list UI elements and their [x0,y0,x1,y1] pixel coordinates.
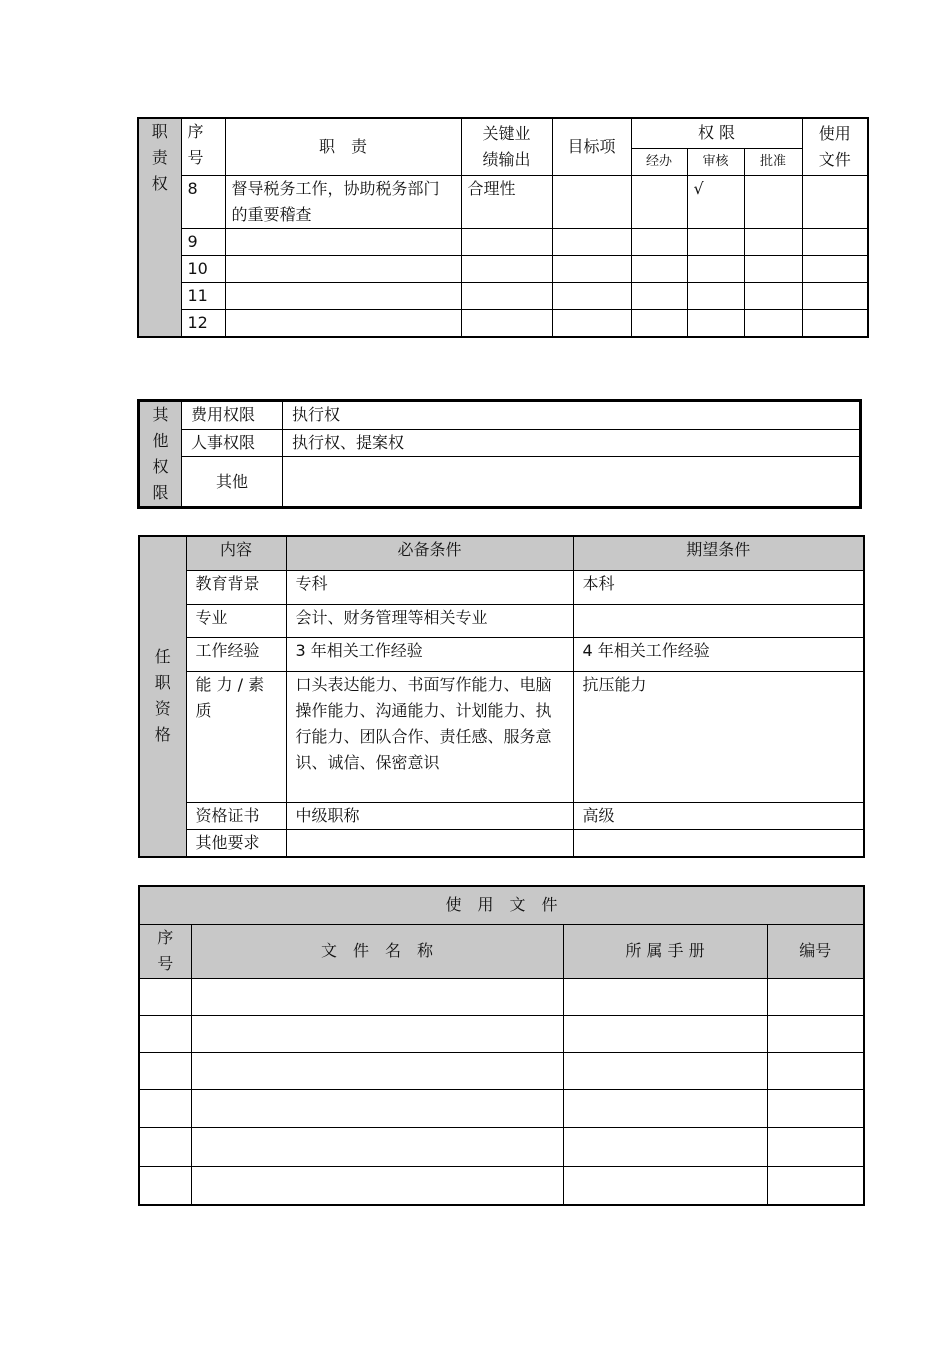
table-row [139,570,864,604]
kpi-header: 关键业绩输出 [461,118,552,175]
row-review [687,282,744,309]
documents-title: 使 用 文 件 [139,886,864,924]
row-target [552,175,631,228]
qualification-item: 工作经验 [186,637,286,671]
row-handle [631,175,687,228]
table-row [138,175,868,228]
qualification-expected [573,604,864,637]
row-handle [631,255,687,282]
doc-code [767,1015,864,1052]
row-target [552,309,631,337]
expected-header: 期望条件 [573,536,864,570]
qualification-expected: 本科 [573,570,864,604]
seq-header: 序号 [181,118,225,175]
other-authority-side-label: 其他权限 [139,401,182,508]
target-header: 目标项 [552,118,631,175]
doc-manual-header: 所 属 手 册 [563,924,767,978]
qualification-item: 其他要求 [186,829,286,857]
doc-seq [139,1015,191,1052]
row-duty: 督导税务工作，协助税务部门的重要稽查 [225,175,461,228]
qualification-item: 资格证书 [186,802,286,829]
content-header: 内容 [186,536,286,570]
doc-code [767,978,864,1015]
table-row [139,978,864,1015]
qualification-side-label: 任职资格 [139,536,186,857]
row-duty [225,282,461,309]
doc-name [191,1166,563,1205]
doc-name-header: 文 件 名 称 [191,924,563,978]
row-docs [802,309,868,337]
qualification-required: 专科 [286,570,573,604]
table-row [139,1089,864,1127]
doc-code-header: 编号 [767,924,864,978]
table-row [139,671,864,802]
row-review: √ [687,175,744,228]
row-handle [631,228,687,255]
row-seq: 10 [181,255,225,282]
qualification-required [286,829,573,857]
row-review [687,255,744,282]
qualification-expected [573,829,864,857]
table-row [139,604,864,637]
row-kpi [461,282,552,309]
doc-name [191,1127,563,1166]
doc-name [191,1052,563,1089]
qualification-item: 专业 [186,604,286,637]
authority-value [283,457,861,508]
docs-header: 使用文件 [802,118,868,175]
table-row [138,282,868,309]
doc-seq [139,1127,191,1166]
table-row [139,1052,864,1089]
row-kpi [461,309,552,337]
doc-seq [139,1052,191,1089]
duty-side-label: 职责权 [138,118,181,337]
qualification-required: 3 年相关工作经验 [286,637,573,671]
documents-table [138,885,865,1206]
table-row [139,1166,864,1205]
row-handle [631,309,687,337]
row-duty [225,228,461,255]
qualification-table [138,535,865,858]
doc-manual [563,1052,767,1089]
row-approve [744,309,802,337]
row-handle [631,282,687,309]
doc-name [191,1015,563,1052]
row-target [552,228,631,255]
authority-value: 执行权 [283,401,861,430]
doc-manual [563,1166,767,1205]
row-approve [744,255,802,282]
duty-authority-table [137,117,869,338]
duty-header: 职 责 [225,118,461,175]
authority-label: 费用权限 [182,401,283,430]
qualification-expected: 抗压能力 [573,671,864,802]
qualification-expected: 高级 [573,802,864,829]
qualification-expected: 4 年相关工作经验 [573,637,864,671]
doc-name [191,978,563,1015]
authority-label: 其他 [182,457,283,508]
row-seq: 9 [181,228,225,255]
authority-label: 人事权限 [182,429,283,457]
review-header: 审核 [687,148,744,175]
doc-manual [563,1089,767,1127]
row-review [687,309,744,337]
row-seq: 11 [181,282,225,309]
row-approve [744,228,802,255]
authority-header: 权 限 [631,118,802,148]
doc-code [767,1052,864,1089]
row-kpi: 合理性 [461,175,552,228]
qualification-item: 教育背景 [186,570,286,604]
row-seq: 12 [181,309,225,337]
qualification-required: 会计、财务管理等相关专业 [286,604,573,637]
other-authority-table [137,399,862,509]
doc-manual [563,1015,767,1052]
table-row [138,255,868,282]
row-duty [225,255,461,282]
row-target [552,282,631,309]
row-kpi [461,228,552,255]
row-target [552,255,631,282]
table-row [139,1127,864,1166]
required-header: 必备条件 [286,536,573,570]
row-docs [802,255,868,282]
row-docs [802,228,868,255]
row-docs [802,282,868,309]
table-row [139,829,864,857]
doc-code [767,1127,864,1166]
doc-seq [139,1089,191,1127]
doc-name [191,1089,563,1127]
doc-seq-header: 序号 [139,924,191,978]
row-duty [225,309,461,337]
doc-manual [563,1127,767,1166]
doc-seq [139,978,191,1015]
table-row [138,228,868,255]
table-row [139,637,864,671]
doc-code [767,1089,864,1127]
table-row [139,802,864,829]
table-row [139,1015,864,1052]
qualification-required: 口头表达能力、书面写作能力、电脑操作能力、沟通能力、计划能力、执行能力、团队合作、责任感、服务意识、诚信、保密意识 [286,671,573,802]
doc-code [767,1166,864,1205]
row-approve [744,282,802,309]
doc-manual [563,978,767,1015]
handle-header: 经办 [631,148,687,175]
qualification-item: 能 力 / 素 质 [186,671,286,802]
authority-value: 执行权、提案权 [283,429,861,457]
row-review [687,228,744,255]
qualification-required: 中级职称 [286,802,573,829]
row-kpi [461,255,552,282]
approve-header: 批准 [744,148,802,175]
row-approve [744,175,802,228]
doc-seq [139,1166,191,1205]
row-docs [802,175,868,228]
table-row [138,309,868,337]
row-seq: 8 [181,175,225,228]
